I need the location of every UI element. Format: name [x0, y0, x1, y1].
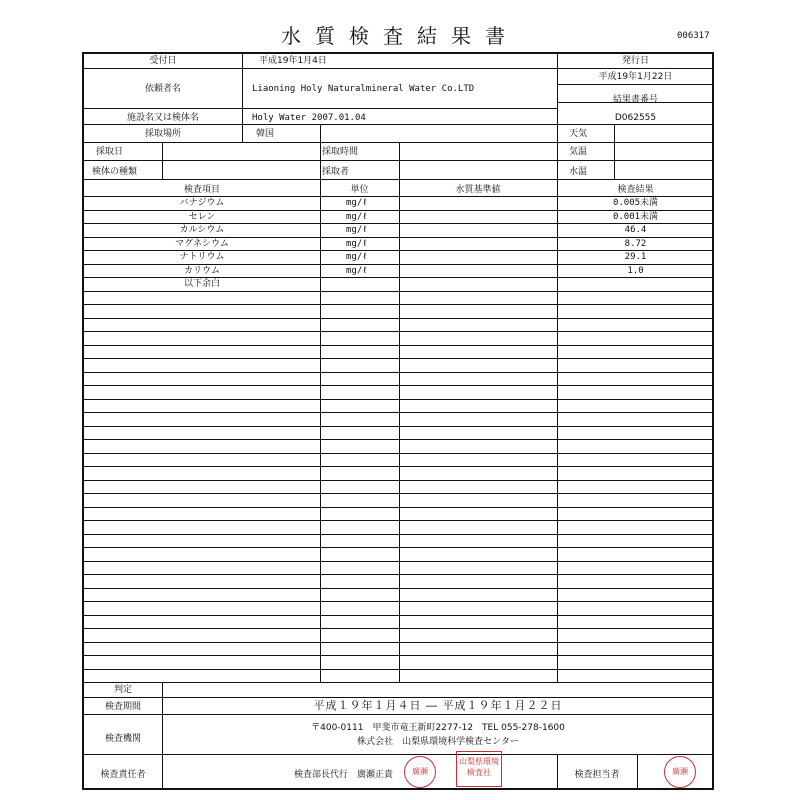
grid-line: [84, 304, 714, 305]
sampling-time-label: 採取時間: [322, 147, 359, 157]
grid-line: [84, 493, 714, 494]
received-value: 平成19年1月4日: [259, 56, 327, 66]
row-result: 0.001未満: [612, 211, 659, 222]
seal-dept-head: 廣瀬: [404, 756, 436, 788]
grid-line: [84, 480, 714, 481]
grid-line: [320, 179, 321, 682]
row-unit: mg/ℓ: [346, 252, 368, 262]
grid-line: [399, 142, 400, 179]
facility-label: 施設名又は検体名: [126, 113, 199, 123]
grid-line: [84, 561, 714, 562]
row-item: マグネシウム: [175, 238, 229, 249]
row-unit: mg/ℓ: [346, 238, 368, 249]
grid-line: [84, 331, 714, 332]
grid-line: [242, 54, 243, 124]
grid-line: [84, 399, 714, 400]
row-result: 46.4: [624, 225, 647, 235]
grid-line: [242, 124, 243, 142]
facility-value: Holy Water 2007.01.04: [252, 113, 366, 123]
row-item: 以下余白: [183, 279, 220, 289]
grid-line: [84, 291, 714, 292]
grid-line: [84, 385, 714, 386]
sampler-label: 採取者: [322, 167, 350, 177]
grid-line: [320, 142, 321, 179]
institution-address: 〒400-0111 甲斐市竜王新町2277-12 TEL 055-278-1600: [311, 723, 565, 733]
period-label: 検査期間: [104, 702, 141, 712]
grid-line: [84, 318, 714, 319]
institution-company: 株式会社 山梨県環境科学検査センター: [357, 737, 519, 747]
responsible-label: 検査責任者: [100, 770, 146, 780]
grid-line: [84, 453, 714, 454]
row-unit: mg/ℓ: [346, 225, 368, 235]
judgment-label: 判定: [113, 685, 132, 695]
client-value: Liaoning Holy Naturalmineral Water Co.LTD: [252, 84, 475, 94]
grid-line: [84, 108, 557, 109]
grid-line: [84, 642, 714, 643]
sample-type-label: 検体の種類: [92, 167, 138, 177]
row-unit: mg/ℓ: [346, 198, 368, 208]
grid-line: [399, 179, 400, 682]
grid-line: [84, 345, 714, 346]
grid-line: [84, 547, 714, 548]
seal-company: 山梨県環境検査社: [456, 751, 502, 787]
air-temp-label: 気温: [569, 147, 588, 157]
sampling-date-label: 採取日: [96, 147, 124, 157]
report-no-label: 結果書番号: [612, 95, 658, 105]
inspector-label: 検査担当者: [574, 770, 620, 780]
row-result: 0.005未満: [612, 198, 659, 208]
weather-label: 天気: [569, 129, 588, 139]
col-item-header: 検査項目: [183, 185, 220, 195]
grid-line: [84, 426, 714, 427]
grid-line: [84, 682, 714, 683]
seal-inspector: 廣瀬: [664, 756, 696, 788]
grid-line: [557, 84, 714, 85]
water-temp-label: 水温: [569, 167, 588, 177]
grid-line: [84, 697, 714, 698]
grid-line: [84, 754, 714, 755]
row-item: カリウム: [184, 265, 220, 276]
grid-line: [614, 124, 615, 179]
grid-line: [84, 124, 714, 125]
grid-line: [84, 412, 714, 413]
issued-value: 平成19年1月22日: [598, 72, 673, 82]
period-value: 平成１９年１月４日 ― 平成１９年１月２２日: [313, 699, 563, 712]
grid-line: [637, 754, 638, 790]
grid-line: [84, 507, 714, 508]
col-standard-header: 水質基準値: [455, 185, 501, 195]
document-title: 水質検査結果書: [281, 24, 519, 48]
col-result-header: 検査結果: [617, 185, 654, 195]
col-unit-header: 単位: [350, 185, 369, 195]
grid-line: [84, 68, 714, 69]
row-item: カルシウム: [179, 225, 225, 235]
grid-line: [84, 615, 714, 616]
sampling-place-label: 採取場所: [144, 129, 181, 139]
document-number: 006317: [677, 31, 710, 41]
grid-line: [84, 520, 714, 521]
grid-line: [84, 574, 714, 575]
grid-line: [84, 601, 714, 602]
institution-label: 検査機関: [104, 734, 141, 744]
dept-head-name: 検査部長代行 廣瀬正貴: [294, 770, 394, 780]
row-result: 29.1: [624, 252, 647, 262]
issued-label: 発行日: [621, 56, 649, 66]
received-label: 受付日: [149, 56, 177, 66]
grid-line: [84, 358, 714, 359]
grid-line: [84, 372, 714, 373]
row-result: 8.72: [624, 238, 647, 249]
grid-line: [84, 655, 714, 656]
grid-line: [320, 124, 321, 142]
row-item: バナジウム: [179, 198, 225, 208]
report-no-value: D062555: [614, 113, 657, 123]
grid-line: [162, 142, 163, 179]
grid-line: [84, 466, 714, 467]
sampling-place-value: 韓国: [256, 129, 275, 139]
row-unit: mg/ℓ: [346, 211, 368, 222]
grid-line: [84, 669, 714, 670]
row-item: セレン: [188, 211, 216, 222]
grid-line: [84, 588, 714, 589]
client-label: 依頼者名: [144, 84, 181, 94]
row-unit: mg/ℓ: [346, 265, 368, 276]
report-form: [82, 52, 714, 790]
grid-line: [84, 628, 714, 629]
grid-line: [84, 439, 714, 440]
row-result: 1.0: [627, 265, 644, 276]
grid-line: [84, 534, 714, 535]
grid-line: [84, 714, 714, 715]
row-item: ナトリウム: [179, 252, 225, 262]
